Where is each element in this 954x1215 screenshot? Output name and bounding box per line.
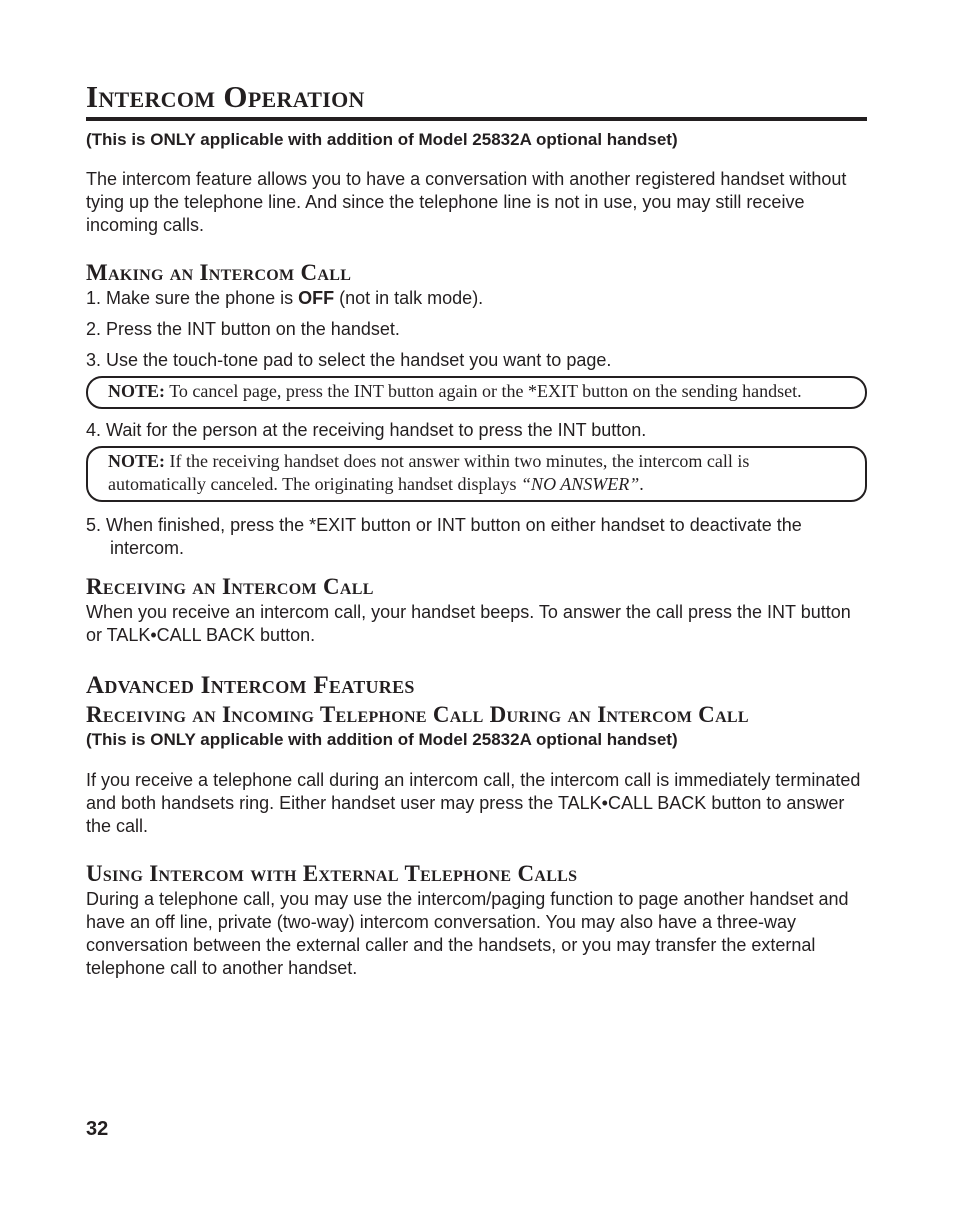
page-content [86,78,867,980]
advanced-applicability-note: (This is ONLY applicable with addition of Model 25832A optional handset) [86,730,678,749]
making-call-heading: Making an Intercom Call [86,260,352,285]
note-no-answer [86,446,867,502]
step-1-bold: OFF [298,288,335,308]
applicability-note: (This is ONLY applicable with addition of Model 25832A optional handset) [86,130,678,149]
external-paragraph: During a telephone call, you may use the intercom/paging function to page another handset and have an off line, private (two-way) intercom conversation. You may also have a three-way conversation between the external caller and the handsets, or you may transfer the external telephone call to another handset. [86,889,849,978]
note-cancel-page [86,376,867,409]
incoming-call-heading: Receiving an Incoming Telephone Call During an Intercom Call [86,702,749,727]
receiving-paragraph: When you receive an intercom call, your handset beeps. To answer the call press the INT button or TALK•CALL BACK button. [86,602,851,645]
step-5: 5. When finished, press the *EXIT button or INT button on either handset to deactivate the intercom. [86,515,802,558]
note-2-end: . [639,474,644,494]
note-2-italic: “NO ANSWER” [521,474,640,494]
note-1-label: NOTE: [108,381,166,401]
page-number: 32 [86,1118,109,1140]
step-1-pre: 1. Make sure the phone is [86,288,299,308]
step-1 [86,287,867,310]
page-title: Intercom Operation [86,78,867,121]
step-2: 2. Press the INT button on the handset. [86,319,400,339]
advanced-paragraph: If you receive a telephone call during an intercom call, the intercom call is immediately terminated and both handsets ring. Either handset user may press the TALK•CALL BACK button to answer the call. [86,770,861,836]
external-calls-heading: Using Intercom with External Telephone Calls [86,861,578,886]
intro-paragraph: The intercom feature allows you to have a conversation with another registered handset without tying up the telephone line. And since the telephone line is not in use, you may still receive incoming calls. [86,169,847,235]
advanced-features-heading: Advanced Intercom Features [86,672,415,699]
receiving-call-heading: Receiving an Intercom Call [86,574,374,599]
step-1-post: (not in talk mode). [334,288,484,308]
step-4: 4. Wait for the person at the receiving handset to press the INT button. [86,420,647,440]
note-2-text: If the receiving handset does not answer within two minutes, the intercom call is automatically canceled. The originating handset displays [108,451,750,494]
step-3: 3. Use the touch-tone pad to select the handset you want to page. [86,350,612,370]
note-2-label: NOTE: [108,451,166,471]
note-1-text: To cancel page, press the INT button again or the *EXIT button on the sending handset. [165,381,802,401]
